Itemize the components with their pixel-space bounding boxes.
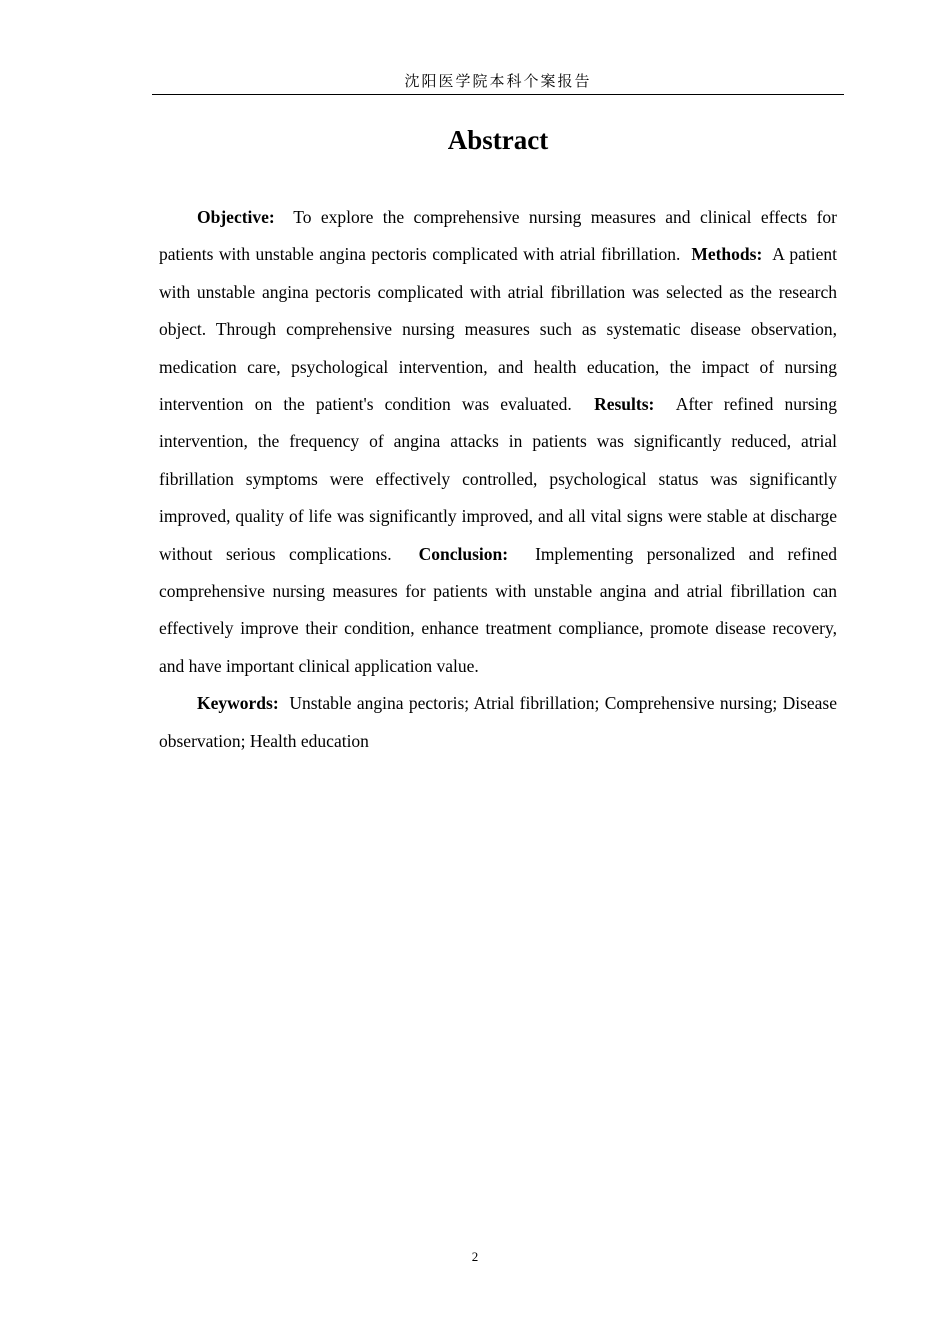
keywords-text: Unstable angina pectoris; Atrial fibrillation; Comprehensive nursing; Disease observation; Health education bbox=[159, 693, 838, 751]
conclusion-label: Conclusion: bbox=[418, 543, 509, 564]
results-label: Results: bbox=[594, 394, 655, 415]
methods-text: A patient with unstable angina pectoris complicated with atrial fibrillation was selected as the research object. Through comprehensive nursing measures such as systematic disease observation, medication care, psychological intervention, and health education, the impact of nursing intervention on the patient's condition was evaluated. bbox=[159, 244, 837, 415]
objective-label: Objective: bbox=[197, 207, 275, 227]
keywords-paragraph bbox=[159, 685, 837, 760]
abstract-title: Abstract bbox=[447, 125, 549, 155]
page-header: 沈阳医学院本科个案报告 bbox=[152, 68, 844, 95]
keywords-label: Keywords: bbox=[197, 693, 279, 714]
page-number: 2 bbox=[471, 1249, 479, 1264]
methods-label: Methods: bbox=[691, 244, 763, 265]
results-text: After refined nursing intervention, the frequency of angina attacks in patients was significantly reduced, atrial fibrillation symptoms were effectively controlled, psychological status was significantly improved, quality of life was significantly improved, and all vital signs were stable at discharge without serious complications. bbox=[159, 394, 837, 564]
abstract-body bbox=[159, 199, 837, 760]
abstract-paragraph bbox=[159, 199, 837, 685]
objective-text: To explore the comprehensive nursing measures and clinical effects for patients with unstable angina pectoris complicated with atrial fibrillation. bbox=[159, 207, 837, 265]
conclusion-text: Implementing personalized and refined comprehensive nursing measures for patients with unstable angina and atrial fibrillation can effectively improve their condition, enhance treatment compliance, promote disease recovery, and have important clinical application value. bbox=[159, 543, 837, 676]
